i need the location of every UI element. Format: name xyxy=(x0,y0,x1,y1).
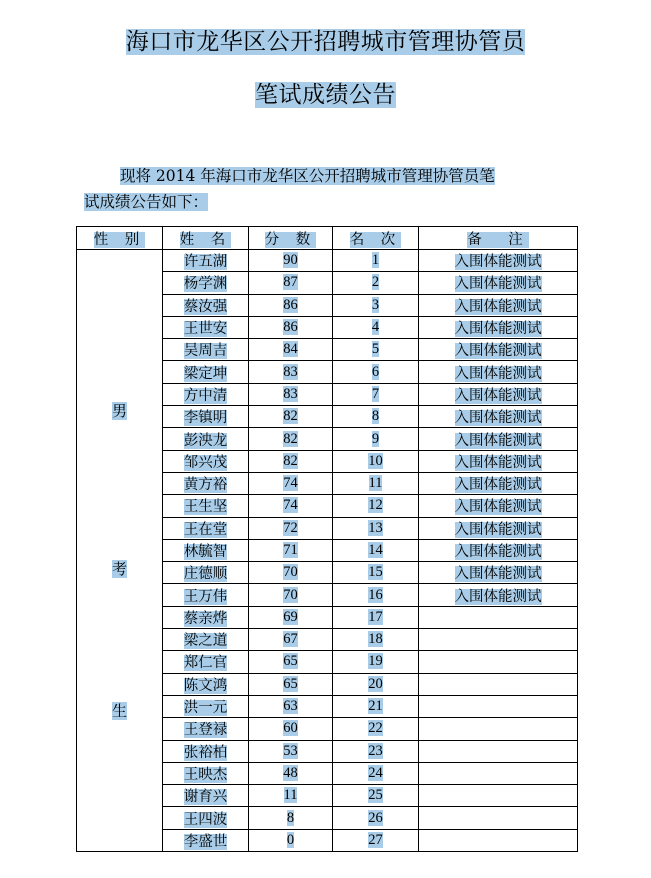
score-cell-text: 82 xyxy=(283,408,298,425)
score-cell xyxy=(249,762,333,784)
rank-cell xyxy=(333,428,419,450)
rank-cell-text: 22 xyxy=(368,720,383,737)
name-cell xyxy=(163,361,249,383)
note-cell xyxy=(419,517,578,539)
score-cell xyxy=(249,339,333,361)
score-cell-text: 83 xyxy=(283,363,298,380)
note-cell xyxy=(419,762,578,784)
name-cell xyxy=(163,294,249,316)
note-cell xyxy=(419,829,578,851)
note-cell xyxy=(419,406,578,428)
name-cell xyxy=(163,539,249,561)
score-cell xyxy=(249,829,333,851)
score-cell-text: 48 xyxy=(283,764,298,781)
rank-cell-text: 2 xyxy=(371,274,380,291)
score-cell-text: 60 xyxy=(283,720,298,737)
name-cell-text: 张裕柏 xyxy=(183,744,228,761)
name-cell-text: 邹兴茂 xyxy=(183,454,228,471)
rank-cell xyxy=(333,606,419,628)
rank-cell-text: 14 xyxy=(368,542,383,558)
name-cell-text: 庄德顺 xyxy=(183,566,228,583)
name-cell-text: 陈文鸿 xyxy=(183,677,228,694)
name-cell-text: 王生坚 xyxy=(183,499,228,516)
note-cell xyxy=(419,629,578,651)
header-name: 姓 名 xyxy=(163,227,249,250)
name-cell xyxy=(163,406,249,428)
note-cell xyxy=(419,339,578,361)
score-cell xyxy=(249,517,333,539)
score-cell-text: 65 xyxy=(283,675,298,692)
rank-cell xyxy=(333,562,419,584)
rank-cell xyxy=(333,651,419,673)
name-cell-text: 王万伟 xyxy=(183,588,228,605)
note-cell xyxy=(419,785,578,807)
name-cell-text: 许五湖 xyxy=(183,254,228,271)
rank-cell-text: 3 xyxy=(371,296,380,313)
name-cell-text: 梁之道 xyxy=(183,633,228,650)
rank-cell-text: 19 xyxy=(368,653,383,670)
score-cell xyxy=(249,629,333,651)
rank-cell xyxy=(333,272,419,294)
name-cell xyxy=(163,651,249,673)
note-cell-text: 入围体能测试 xyxy=(454,254,542,271)
score-cell-text: 0 xyxy=(286,831,295,848)
note-cell xyxy=(419,450,578,472)
name-cell xyxy=(163,450,249,472)
rank-cell-text: 9 xyxy=(371,430,380,447)
table-header-row xyxy=(77,227,578,250)
name-cell-text: 彭泱龙 xyxy=(183,432,228,449)
intro-line2: 试成绩公告如下： xyxy=(84,193,209,211)
name-cell xyxy=(163,740,249,762)
name-cell xyxy=(163,472,249,494)
note-cell xyxy=(419,294,578,316)
note-cell xyxy=(419,584,578,606)
note-cell-text: 入围体能测试 xyxy=(454,454,542,471)
name-cell-text: 林毓智 xyxy=(183,544,228,560)
score-cell-text: 53 xyxy=(283,742,298,759)
rank-cell xyxy=(333,718,419,740)
score-cell xyxy=(249,584,333,606)
score-cell xyxy=(249,718,333,740)
score-cell xyxy=(249,495,333,517)
name-cell-text: 梁定坤 xyxy=(183,365,228,382)
score-cell-text: 74 xyxy=(283,497,298,514)
score-cell-text: 69 xyxy=(283,608,298,625)
score-cell xyxy=(249,785,333,807)
score-cell-text: 87 xyxy=(283,274,298,291)
rank-cell-text: 10 xyxy=(368,452,383,469)
table-body xyxy=(77,250,578,852)
score-cell xyxy=(249,383,333,405)
header-gender: 性 别 xyxy=(77,227,163,250)
name-cell xyxy=(163,629,249,651)
note-cell-text: 入围体能测试 xyxy=(454,499,542,516)
rank-cell xyxy=(333,406,419,428)
name-cell xyxy=(163,250,249,272)
note-cell xyxy=(419,495,578,517)
rank-cell xyxy=(333,629,419,651)
rank-cell-text: 18 xyxy=(368,631,383,648)
name-cell xyxy=(163,584,249,606)
score-cell-text: 65 xyxy=(283,653,298,670)
note-cell xyxy=(419,651,578,673)
name-cell xyxy=(163,517,249,539)
rank-cell-text: 1 xyxy=(371,252,380,269)
name-cell-text: 李盛世 xyxy=(183,833,228,850)
rank-cell-text: 7 xyxy=(371,385,380,402)
note-cell-text: 入围体能测试 xyxy=(454,298,542,315)
score-cell-text: 82 xyxy=(283,452,298,469)
note-cell xyxy=(419,695,578,717)
rank-cell xyxy=(333,740,419,762)
note-cell xyxy=(419,361,578,383)
note-cell xyxy=(419,539,578,561)
name-cell-text: 王映杰 xyxy=(183,766,228,783)
score-cell xyxy=(249,562,333,584)
rank-cell xyxy=(333,339,419,361)
note-cell-text: 入围体能测试 xyxy=(454,566,542,583)
rank-cell-text: 24 xyxy=(368,764,383,781)
note-cell-text: 入围体能测试 xyxy=(454,410,542,427)
name-cell xyxy=(163,807,249,829)
score-cell-text: 70 xyxy=(283,586,298,603)
rank-cell-text: 13 xyxy=(368,519,383,536)
rank-cell-text: 21 xyxy=(368,698,383,715)
name-cell-text: 蔡亲烨 xyxy=(183,610,228,627)
score-cell xyxy=(249,406,333,428)
name-cell-text: 王在堂 xyxy=(183,521,228,538)
name-cell-text: 王世安 xyxy=(183,321,228,338)
rank-cell xyxy=(333,673,419,695)
note-cell-text: 入围体能测试 xyxy=(454,365,542,382)
score-cell-text: 71 xyxy=(283,542,298,558)
rank-cell-text: 6 xyxy=(371,363,380,380)
name-cell xyxy=(163,272,249,294)
name-cell-text: 李镇明 xyxy=(183,410,228,427)
title-line1-text: 海口市龙华区公开招聘城市管理协管员 xyxy=(125,29,526,55)
name-cell xyxy=(163,383,249,405)
score-cell xyxy=(249,606,333,628)
rank-cell-text: 4 xyxy=(371,319,380,336)
note-cell-text: 入围体能测试 xyxy=(454,544,542,560)
rank-cell xyxy=(333,517,419,539)
score-cell xyxy=(249,695,333,717)
score-cell xyxy=(249,807,333,829)
note-cell xyxy=(419,428,578,450)
rank-cell xyxy=(333,472,419,494)
score-cell-text: 67 xyxy=(283,631,298,648)
rank-cell-text: 8 xyxy=(371,408,380,425)
score-cell-text: 84 xyxy=(283,341,298,358)
score-cell xyxy=(249,673,333,695)
note-cell xyxy=(419,316,578,338)
intro-paragraph xyxy=(84,163,584,215)
rank-cell xyxy=(333,584,419,606)
score-cell xyxy=(249,740,333,762)
score-cell xyxy=(249,651,333,673)
score-cell-text: 83 xyxy=(283,385,298,402)
gender-cell xyxy=(77,250,163,852)
rank-cell xyxy=(333,762,419,784)
note-cell xyxy=(419,562,578,584)
score-cell-text: 8 xyxy=(286,809,295,826)
rank-cell xyxy=(333,539,419,561)
score-cell-text: 11 xyxy=(283,787,298,804)
rank-cell xyxy=(333,695,419,717)
name-cell-text: 方中清 xyxy=(183,387,228,404)
score-cell xyxy=(249,428,333,450)
score-cell xyxy=(249,294,333,316)
name-cell-text: 黄方裕 xyxy=(183,477,228,494)
note-cell xyxy=(419,807,578,829)
name-cell xyxy=(163,606,249,628)
note-cell-text: 入围体能测试 xyxy=(454,477,542,494)
name-cell-text: 王登禄 xyxy=(183,722,228,739)
rank-cell-text: 5 xyxy=(371,341,380,358)
rank-cell xyxy=(333,361,419,383)
name-cell-text: 吴周吉 xyxy=(183,343,228,360)
intro-line1: 现将 2014 年海口市龙华区公开招聘城市管理协管员笔 xyxy=(120,167,495,185)
name-cell xyxy=(163,718,249,740)
note-cell-text: 入围体能测试 xyxy=(454,387,542,404)
page-title-line1 xyxy=(0,27,651,57)
note-cell-text: 入围体能测试 xyxy=(454,521,542,538)
note-cell xyxy=(419,718,578,740)
rank-cell xyxy=(333,250,419,272)
header-note: 备 注 xyxy=(419,227,578,250)
score-cell xyxy=(249,450,333,472)
score-cell-text: 86 xyxy=(283,296,298,313)
name-cell xyxy=(163,562,249,584)
name-cell-text: 洪一元 xyxy=(183,700,228,717)
rank-cell-text: 16 xyxy=(368,586,383,603)
rank-cell xyxy=(333,785,419,807)
note-cell xyxy=(419,272,578,294)
rank-cell xyxy=(333,383,419,405)
name-cell xyxy=(163,762,249,784)
score-cell xyxy=(249,539,333,561)
name-cell xyxy=(163,316,249,338)
rank-cell-text: 26 xyxy=(368,809,383,826)
score-cell-text: 90 xyxy=(283,252,298,269)
note-cell-text: 入围体能测试 xyxy=(454,343,542,360)
score-cell-text: 63 xyxy=(283,698,298,715)
rank-cell-text: 23 xyxy=(368,742,383,759)
note-cell xyxy=(419,606,578,628)
note-cell-text: 入围体能测试 xyxy=(454,276,542,293)
note-cell-text: 入围体能测试 xyxy=(454,588,542,605)
rank-cell-text: 11 xyxy=(368,475,383,492)
note-cell-text: 入围体能测试 xyxy=(454,321,542,338)
name-cell xyxy=(163,695,249,717)
rank-cell xyxy=(333,807,419,829)
rank-cell xyxy=(333,495,419,517)
rank-cell-text: 17 xyxy=(368,608,383,625)
rank-cell xyxy=(333,294,419,316)
note-cell xyxy=(419,250,578,272)
score-cell-text: 82 xyxy=(283,430,298,447)
header-rank: 名 次 xyxy=(333,227,419,250)
note-cell xyxy=(419,383,578,405)
gender-char: 考 xyxy=(111,560,127,578)
name-cell-text: 郑仁官 xyxy=(183,655,228,672)
name-cell xyxy=(163,673,249,695)
note-cell-text: 入围体能测试 xyxy=(454,432,542,449)
name-cell-text: 蔡汝强 xyxy=(183,298,228,315)
name-cell-text: 杨学渊 xyxy=(183,276,228,293)
score-cell-text: 72 xyxy=(283,519,298,536)
page-title-line2 xyxy=(0,80,651,110)
name-cell xyxy=(163,829,249,851)
note-cell xyxy=(419,740,578,762)
rank-cell xyxy=(333,450,419,472)
score-table xyxy=(76,226,578,852)
score-cell-text: 70 xyxy=(283,564,298,581)
gender-char: 生 xyxy=(111,702,127,720)
rank-cell xyxy=(333,829,419,851)
note-cell xyxy=(419,472,578,494)
score-cell-text: 86 xyxy=(283,319,298,336)
score-cell xyxy=(249,361,333,383)
rank-cell-text: 15 xyxy=(368,564,383,581)
name-cell xyxy=(163,339,249,361)
name-cell-text: 王四波 xyxy=(183,811,228,828)
gender-char: 男 xyxy=(111,402,127,420)
name-cell xyxy=(163,785,249,807)
rank-cell-text: 25 xyxy=(368,787,383,804)
rank-cell-text: 20 xyxy=(368,675,383,692)
score-cell xyxy=(249,250,333,272)
rank-cell xyxy=(333,316,419,338)
note-cell xyxy=(419,673,578,695)
rank-cell-text: 12 xyxy=(368,497,383,514)
name-cell-text: 谢育兴 xyxy=(183,789,228,806)
score-cell xyxy=(249,272,333,294)
header-score: 分 数 xyxy=(249,227,333,250)
score-cell xyxy=(249,316,333,338)
score-cell xyxy=(249,472,333,494)
table-row xyxy=(77,250,578,272)
name-cell xyxy=(163,495,249,517)
score-cell-text: 74 xyxy=(283,475,298,492)
title-line2-text: 笔试成绩公告 xyxy=(255,82,396,108)
name-cell xyxy=(163,428,249,450)
rank-cell-text: 27 xyxy=(368,831,383,848)
